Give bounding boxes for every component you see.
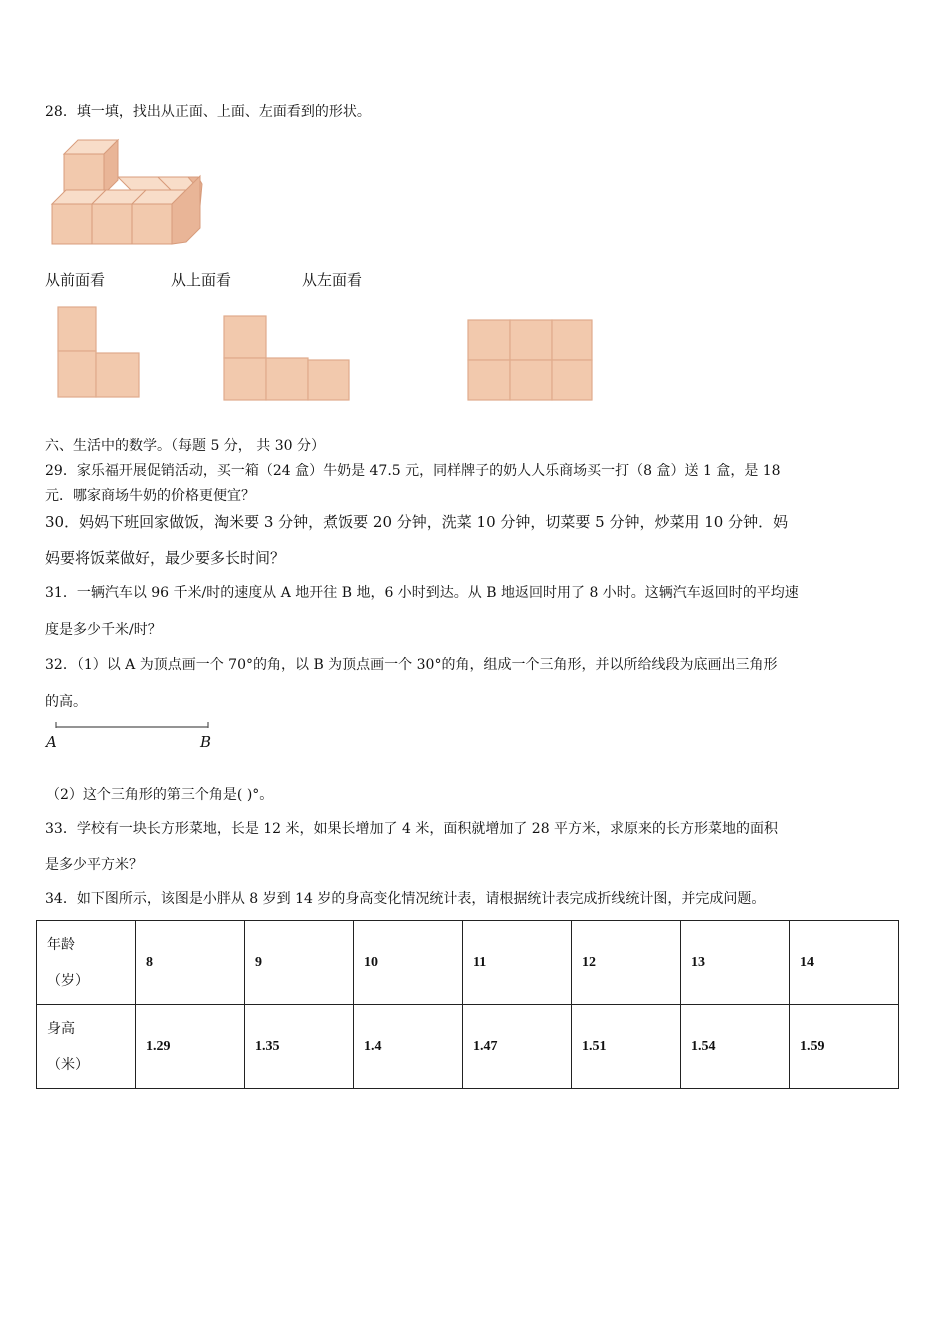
- q28-text: 28．填一填，找出从正面、上面、左面看到的形状。: [45, 104, 371, 120]
- height-header-a: 身高: [47, 1020, 75, 1037]
- view-label-left: 从左面看: [302, 271, 363, 289]
- q34-text: 34．如下图所示，该图是小胖从 8 岁到 14 岁的身高变化情况统计表，请根据统计表完成折线统计图，并完成问题。: [45, 891, 766, 907]
- q33-line2: 是多少平方米？: [45, 857, 143, 873]
- section-6-heading: 六、生活中的数学。（每题 5 分， 共 30 分）: [45, 438, 325, 454]
- q29-line1: 29．家乐福开展促销活动，买一箱（24 盒）牛奶是 47.5 元，同样牌子的奶人人乐商场买一打（8 盒）送 1 盒，是 18: [45, 463, 781, 479]
- cube-figure: [50, 136, 205, 248]
- q31-line1: 31．一辆汽车以 96 千米/时的速度从 A 地开往 B 地，6 小时到达。从 B 地返回时用了 8 小时。这辆汽车返回时的平均速: [45, 585, 799, 601]
- age-header-b: （岁）: [47, 972, 89, 989]
- q32-line2: 的高。: [45, 694, 87, 710]
- age-cell: 9: [245, 921, 354, 1005]
- height-stats-table: [36, 920, 899, 1089]
- left-view-shape: [464, 316, 596, 404]
- height-cell: 1.4: [354, 1005, 463, 1089]
- q30-line2: 妈要将饭菜做好，最少要多长时间？: [45, 549, 286, 567]
- height-header-b: （米）: [47, 1056, 89, 1073]
- q30-line1: 30．妈妈下班回家做饭，淘米要 3 分钟，煮饭要 20 分钟，洗菜 10 分钟，切菜要 5 分钟，炒菜用 10 分钟．妈: [45, 513, 789, 531]
- q29-line2: 元．哪家商场牛奶的价格更便宜？: [45, 488, 255, 504]
- age-cell: 10: [354, 921, 463, 1005]
- age-cell: 14: [790, 921, 899, 1005]
- view-label-top: 从上面看: [171, 271, 232, 289]
- table-row-height: [37, 1005, 899, 1089]
- point-a-label: A: [46, 733, 57, 751]
- view-label-front: 从前面看: [45, 271, 106, 289]
- age-cell: 11: [463, 921, 572, 1005]
- q32-part2: （2）这个三角形的第三个角是( )°。: [46, 787, 274, 803]
- height-cell: 1.29: [136, 1005, 245, 1089]
- height-header-cell: [37, 1005, 136, 1089]
- segment-ab: [52, 720, 217, 732]
- front-view-shape: [55, 305, 145, 400]
- q33-line1: 33．学校有一块长方形菜地，长是 12 米，如果长增加了 4 米，面积就增加了 28 平方米，求原来的长方形菜地的面积: [45, 821, 779, 837]
- top-view-shape: [220, 312, 355, 404]
- age-cell: 13: [681, 921, 790, 1005]
- height-cell: 1.54: [681, 1005, 790, 1089]
- height-cell: 1.59: [790, 1005, 899, 1089]
- height-cell: 1.35: [245, 1005, 354, 1089]
- height-cell: 1.47: [463, 1005, 572, 1089]
- q32-line1: 32．（1）以 A 为顶点画一个 70°的角，以 B 为顶点画一个 30°的角，组成一个三角形，并以所给线段为底画出三角形: [45, 657, 778, 673]
- q31-line2: 度是多少千米/时？: [45, 622, 162, 638]
- table-row-age: [37, 921, 899, 1005]
- height-cell: 1.51: [572, 1005, 681, 1089]
- age-cell: 8: [136, 921, 245, 1005]
- age-header-cell: [37, 921, 136, 1005]
- age-header-a: 年龄: [47, 936, 75, 953]
- point-b-label: B: [200, 733, 212, 751]
- age-cell: 12: [572, 921, 681, 1005]
